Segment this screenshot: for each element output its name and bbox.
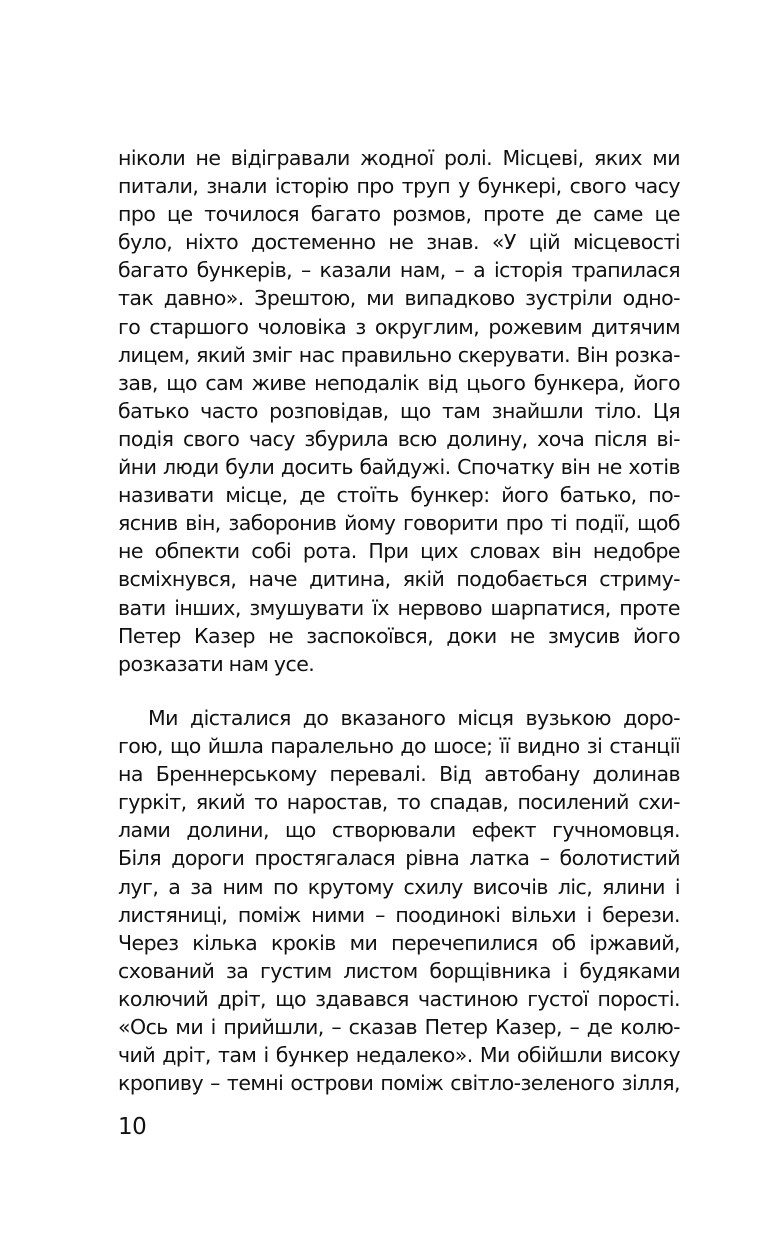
text-line: питали, знали історію про труп у бункері, свого часу <box>118 174 680 199</box>
text-line: «Ось ми і прийшли, – сказав Петер Казер, – де колю- <box>118 1015 680 1040</box>
text-line: ніколи не відігравали жодної ролі. Місцеві, яких ми <box>118 146 680 170</box>
text-line: Ми дісталися до вказаного місця вузькою доро- <box>148 706 680 730</box>
text-line: про це точилося багато розмов, проте де саме це <box>118 202 680 227</box>
text-line: колючий дріт, що здавався частиною густої порості. <box>118 986 680 1011</box>
text-line: зав, що сам живе неподалік від цього бункера, його <box>118 370 680 395</box>
text-line: листяниці, поміж ними – поодинокі вільхи і берези. <box>118 902 680 927</box>
text-line: чий дріт, там і бункер недалеко». Ми обійшли високу <box>118 1043 680 1068</box>
text-line: подія свого часу збурила всю долину, хоча після ві- <box>118 426 680 451</box>
text-line: розказати нам усе. <box>118 651 315 676</box>
text-line: всміхнувся, наче дитина, якій подобається стриму- <box>118 567 680 592</box>
text-line: Біля дороги простягалася рівна латка – болотистий <box>118 846 680 871</box>
text-line: схований за густим листом борщівника і будяками <box>118 958 680 983</box>
text-line: гою, що йшла паралельно до шосе; її видно зі станції <box>118 734 680 759</box>
text-line: луг, а за ним по крутому схилу височів ліс, ялини і <box>118 874 680 899</box>
text-line: гуркіт, який то наростав, то спадав, посилений схи- <box>118 790 680 815</box>
text-line: кропиву – темні острови поміж світло-зеленого зілля, <box>118 1071 680 1096</box>
page-number: 10 <box>118 1114 147 1140</box>
text-line: Петер Казер не заспокоївся, доки не змусив його <box>118 623 680 648</box>
text-line: вати інших, змушувати їх нервово шарпатися, проте <box>118 595 680 620</box>
text-line: лами долини, що створювали ефект гучномовця. <box>118 818 680 843</box>
paragraph-2 <box>118 704 680 1097</box>
text-line: батько часто розповідав, що там знайшли тіло. Ця <box>118 398 680 423</box>
text-line: так давно». Зрештою, ми випадково зустріли одно- <box>118 286 680 311</box>
text-line: не обпекти собі рота. При цих словах він недобре <box>118 539 680 564</box>
text-line: Через кілька кроків ми перечепилися об іржавий, <box>118 930 680 955</box>
text-line: лицем, який зміг нас правильно скерувати. Він розка- <box>118 342 680 367</box>
text-line: називати місце, де стоїть бункер: його батько, по- <box>118 483 680 508</box>
text-line: яснив він, заборонив йому говорити про ті події, щоб <box>118 511 680 536</box>
text-line: було, ніхто достеменно не знав. «У цій місцевості <box>118 230 680 255</box>
text-line: багато бункерів, – казали нам, – а історія трапилася <box>118 258 680 283</box>
paragraph-1 <box>118 144 680 678</box>
text-line: на Бреннерському перевалі. Від автобану долинав <box>118 762 680 787</box>
text-line: го старшого чоловіка з округлим, рожевим дитячим <box>118 314 680 339</box>
text-line: йни люди були досить байдужі. Спочатку він не хотів <box>118 455 680 480</box>
